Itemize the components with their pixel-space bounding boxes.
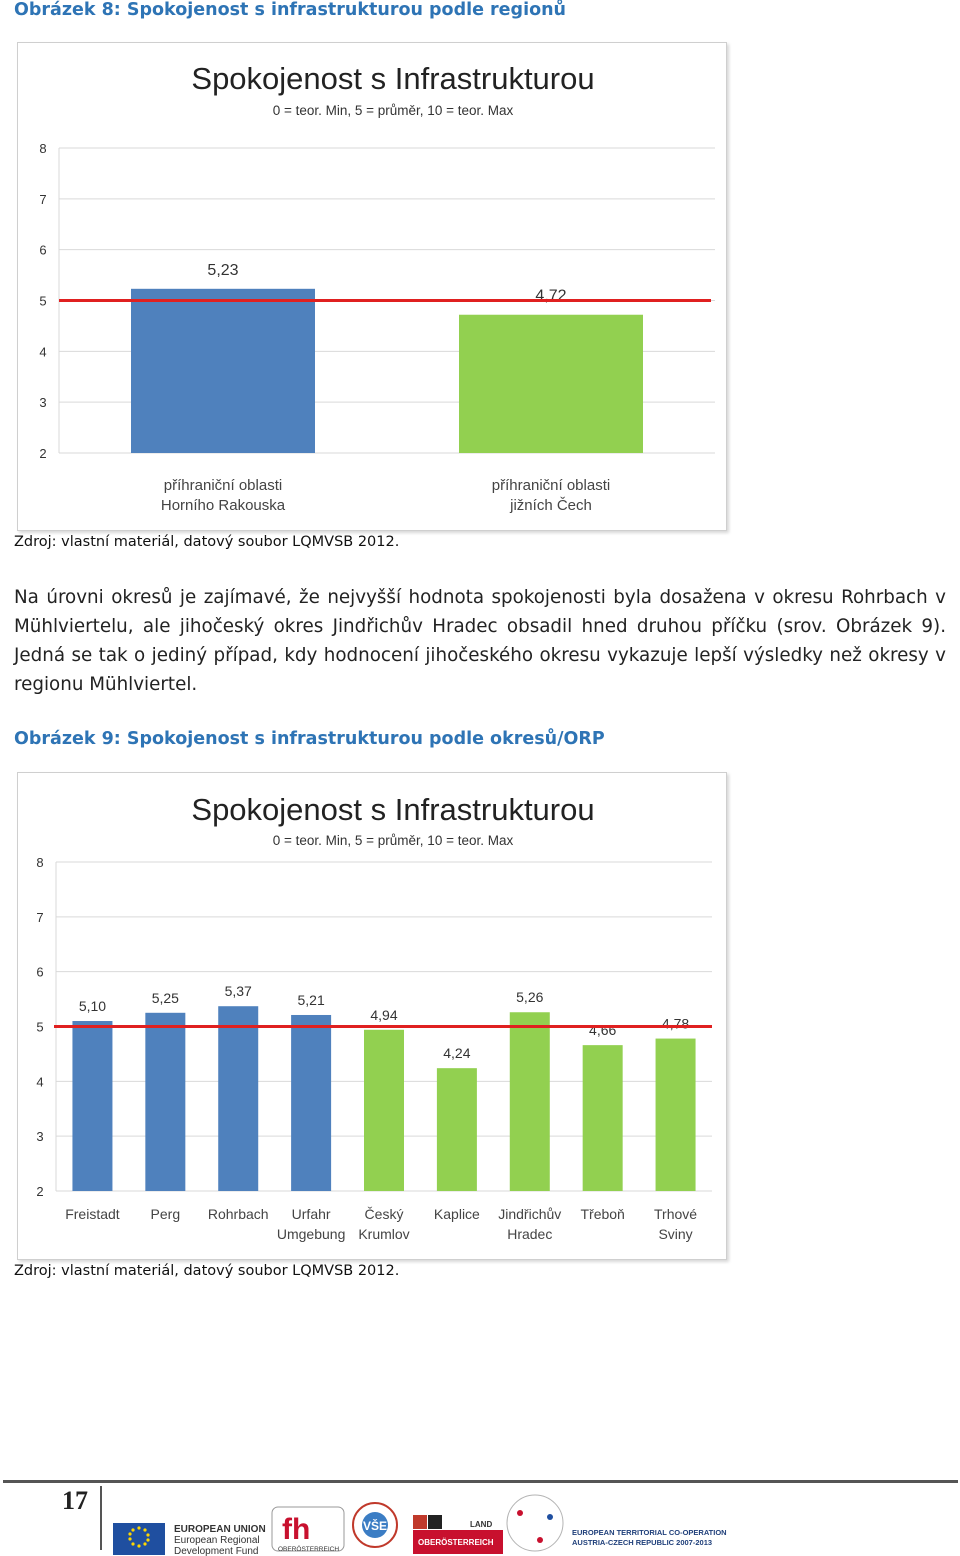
data-label: 5,37 bbox=[224, 983, 252, 1000]
figure-8-caption: Obrázek 8: Spokojenost s infrastrukturou podle regionů bbox=[14, 0, 567, 20]
category-label: Horního Rakouska bbox=[160, 497, 286, 514]
bar bbox=[72, 1021, 112, 1191]
bar bbox=[145, 1013, 185, 1191]
figure-9-source: Zdroj: vlastní materiál, datový soubor LQMVSB 2012. bbox=[14, 1263, 400, 1279]
footer-rule bbox=[3, 1480, 958, 1483]
data-label: 5,10 bbox=[78, 998, 107, 1015]
y-tick-label: 3 bbox=[39, 395, 47, 411]
y-tick-label: 2 bbox=[36, 1184, 44, 1199]
chart-region-svg bbox=[18, 43, 726, 530]
bar bbox=[510, 1012, 550, 1191]
category-label: příhraniční oblasti bbox=[163, 477, 283, 494]
category-label: Sviny bbox=[658, 1226, 693, 1242]
category-label: příhraniční oblasti bbox=[491, 477, 611, 494]
y-tick-label: 4 bbox=[36, 1074, 44, 1090]
chart-subtitle: 0 = teor. Min, 5 = průměr, 10 = teor. Max bbox=[272, 833, 514, 848]
y-tick-label: 7 bbox=[36, 909, 44, 925]
y-tick-label: 2 bbox=[39, 446, 47, 461]
body-paragraph bbox=[14, 583, 946, 699]
category-label: Český bbox=[364, 1206, 404, 1222]
chart-region bbox=[17, 42, 727, 531]
data-label: 4,66 bbox=[589, 1022, 617, 1039]
category-label: Krumlov bbox=[358, 1226, 410, 1242]
coop-logo-line-2: AUSTRIA-CZECH REPUBLIC 2007-2013 bbox=[572, 1538, 713, 1547]
bar bbox=[437, 1068, 477, 1191]
chart-district bbox=[17, 772, 727, 1260]
category-label: Kaplice bbox=[433, 1206, 480, 1222]
chart-title: Spokojenost s Infrastrukturou bbox=[191, 61, 595, 96]
data-label: 4,78 bbox=[661, 1015, 690, 1032]
category-label: Trhové bbox=[654, 1206, 698, 1222]
y-tick-label: 3 bbox=[36, 1129, 44, 1145]
data-label: 4,72 bbox=[535, 287, 567, 305]
seal-icon bbox=[353, 1503, 397, 1547]
svg-text:VŠE: VŠE bbox=[363, 1519, 388, 1533]
chart-district-svg bbox=[18, 773, 726, 1259]
svg-text:fh: fh bbox=[282, 1513, 311, 1546]
category-label: Rohrbach bbox=[207, 1206, 269, 1222]
footer-separator bbox=[100, 1486, 102, 1550]
category-label: Hradec bbox=[507, 1226, 553, 1242]
data-label: 5,26 bbox=[516, 989, 544, 1006]
eu-logo-line-2: European Regional bbox=[174, 1535, 260, 1546]
bar bbox=[459, 315, 643, 453]
fh-logo-text: OBERÖSTERREICH bbox=[278, 1546, 340, 1553]
y-tick-label: 6 bbox=[36, 964, 44, 980]
category-label: Jindřichův bbox=[498, 1206, 562, 1222]
chart-subtitle: 0 = teor. Min, 5 = průměr, 10 = teor. Max bbox=[272, 103, 514, 118]
chart-title: Spokojenost s Infrastrukturou bbox=[191, 792, 595, 827]
bar bbox=[656, 1039, 696, 1191]
fh-logo-icon bbox=[272, 1507, 344, 1551]
bar bbox=[364, 1030, 404, 1191]
bar bbox=[583, 1045, 623, 1191]
footer-logos bbox=[110, 1485, 960, 1556]
figure-9-caption: Obrázek 9: Spokojenost s infrastrukturou podle okresů/ORP bbox=[14, 729, 605, 749]
y-tick-label: 4 bbox=[39, 344, 47, 360]
y-tick-label: 7 bbox=[39, 191, 47, 207]
category-label: Umgebung bbox=[276, 1226, 346, 1242]
bar bbox=[218, 1006, 258, 1191]
category-label: Urfahr bbox=[291, 1206, 331, 1222]
land-logo-text: LAND bbox=[470, 1520, 493, 1529]
bar bbox=[131, 289, 315, 453]
y-tick-label: 8 bbox=[36, 855, 44, 870]
page-number: 17 bbox=[62, 1486, 88, 1515]
y-tick-label: 8 bbox=[39, 141, 47, 156]
figure-8-source: Zdroj: vlastní materiál, datový soubor LQMVSB 2012. bbox=[14, 534, 400, 550]
data-label: 4,24 bbox=[443, 1045, 471, 1062]
eu-logo-line-3: Development Fund bbox=[174, 1546, 259, 1556]
data-label: 4,94 bbox=[370, 1006, 398, 1023]
category-label: Třeboň bbox=[580, 1206, 625, 1222]
coop-logo-line-1: EUROPEAN TERRITORIAL CO-OPERATION bbox=[572, 1528, 727, 1537]
paragraph-text: Na úrovni okresů je zajímavé, že nejvyšší hodnota spokojenosti byla dosažena v okresu Rohrbach v Mühlviertelu, ale jihočeský okres Jindřichův Hradec obsadil hned druhou příčku (srov. Obrázek 9). Jedná se tak o jediný případ, kdy hodnocení jihočeského okresu vykazuje lepší výsledky než okresy v regionu Mühlviertel. bbox=[14, 587, 946, 695]
data-label: 5,25 bbox=[151, 989, 179, 1006]
category-label: jižních Čech bbox=[510, 497, 592, 514]
data-label: 5,21 bbox=[297, 991, 325, 1008]
category-label: Freistadt bbox=[65, 1206, 120, 1222]
bar bbox=[291, 1015, 331, 1191]
category-label: Perg bbox=[150, 1206, 181, 1222]
y-tick-label: 6 bbox=[39, 242, 47, 258]
eu-logo-line-1: EUROPEAN UNION bbox=[174, 1524, 266, 1535]
y-tick-label: 5 bbox=[36, 1019, 44, 1035]
data-label: 5,23 bbox=[207, 261, 239, 279]
cooperation-logo-icon bbox=[507, 1495, 563, 1551]
y-tick-label: 5 bbox=[39, 293, 47, 309]
eu-flag-icon bbox=[113, 1523, 165, 1555]
land-logo-sub: OBERÖSTERREICH bbox=[418, 1538, 494, 1547]
